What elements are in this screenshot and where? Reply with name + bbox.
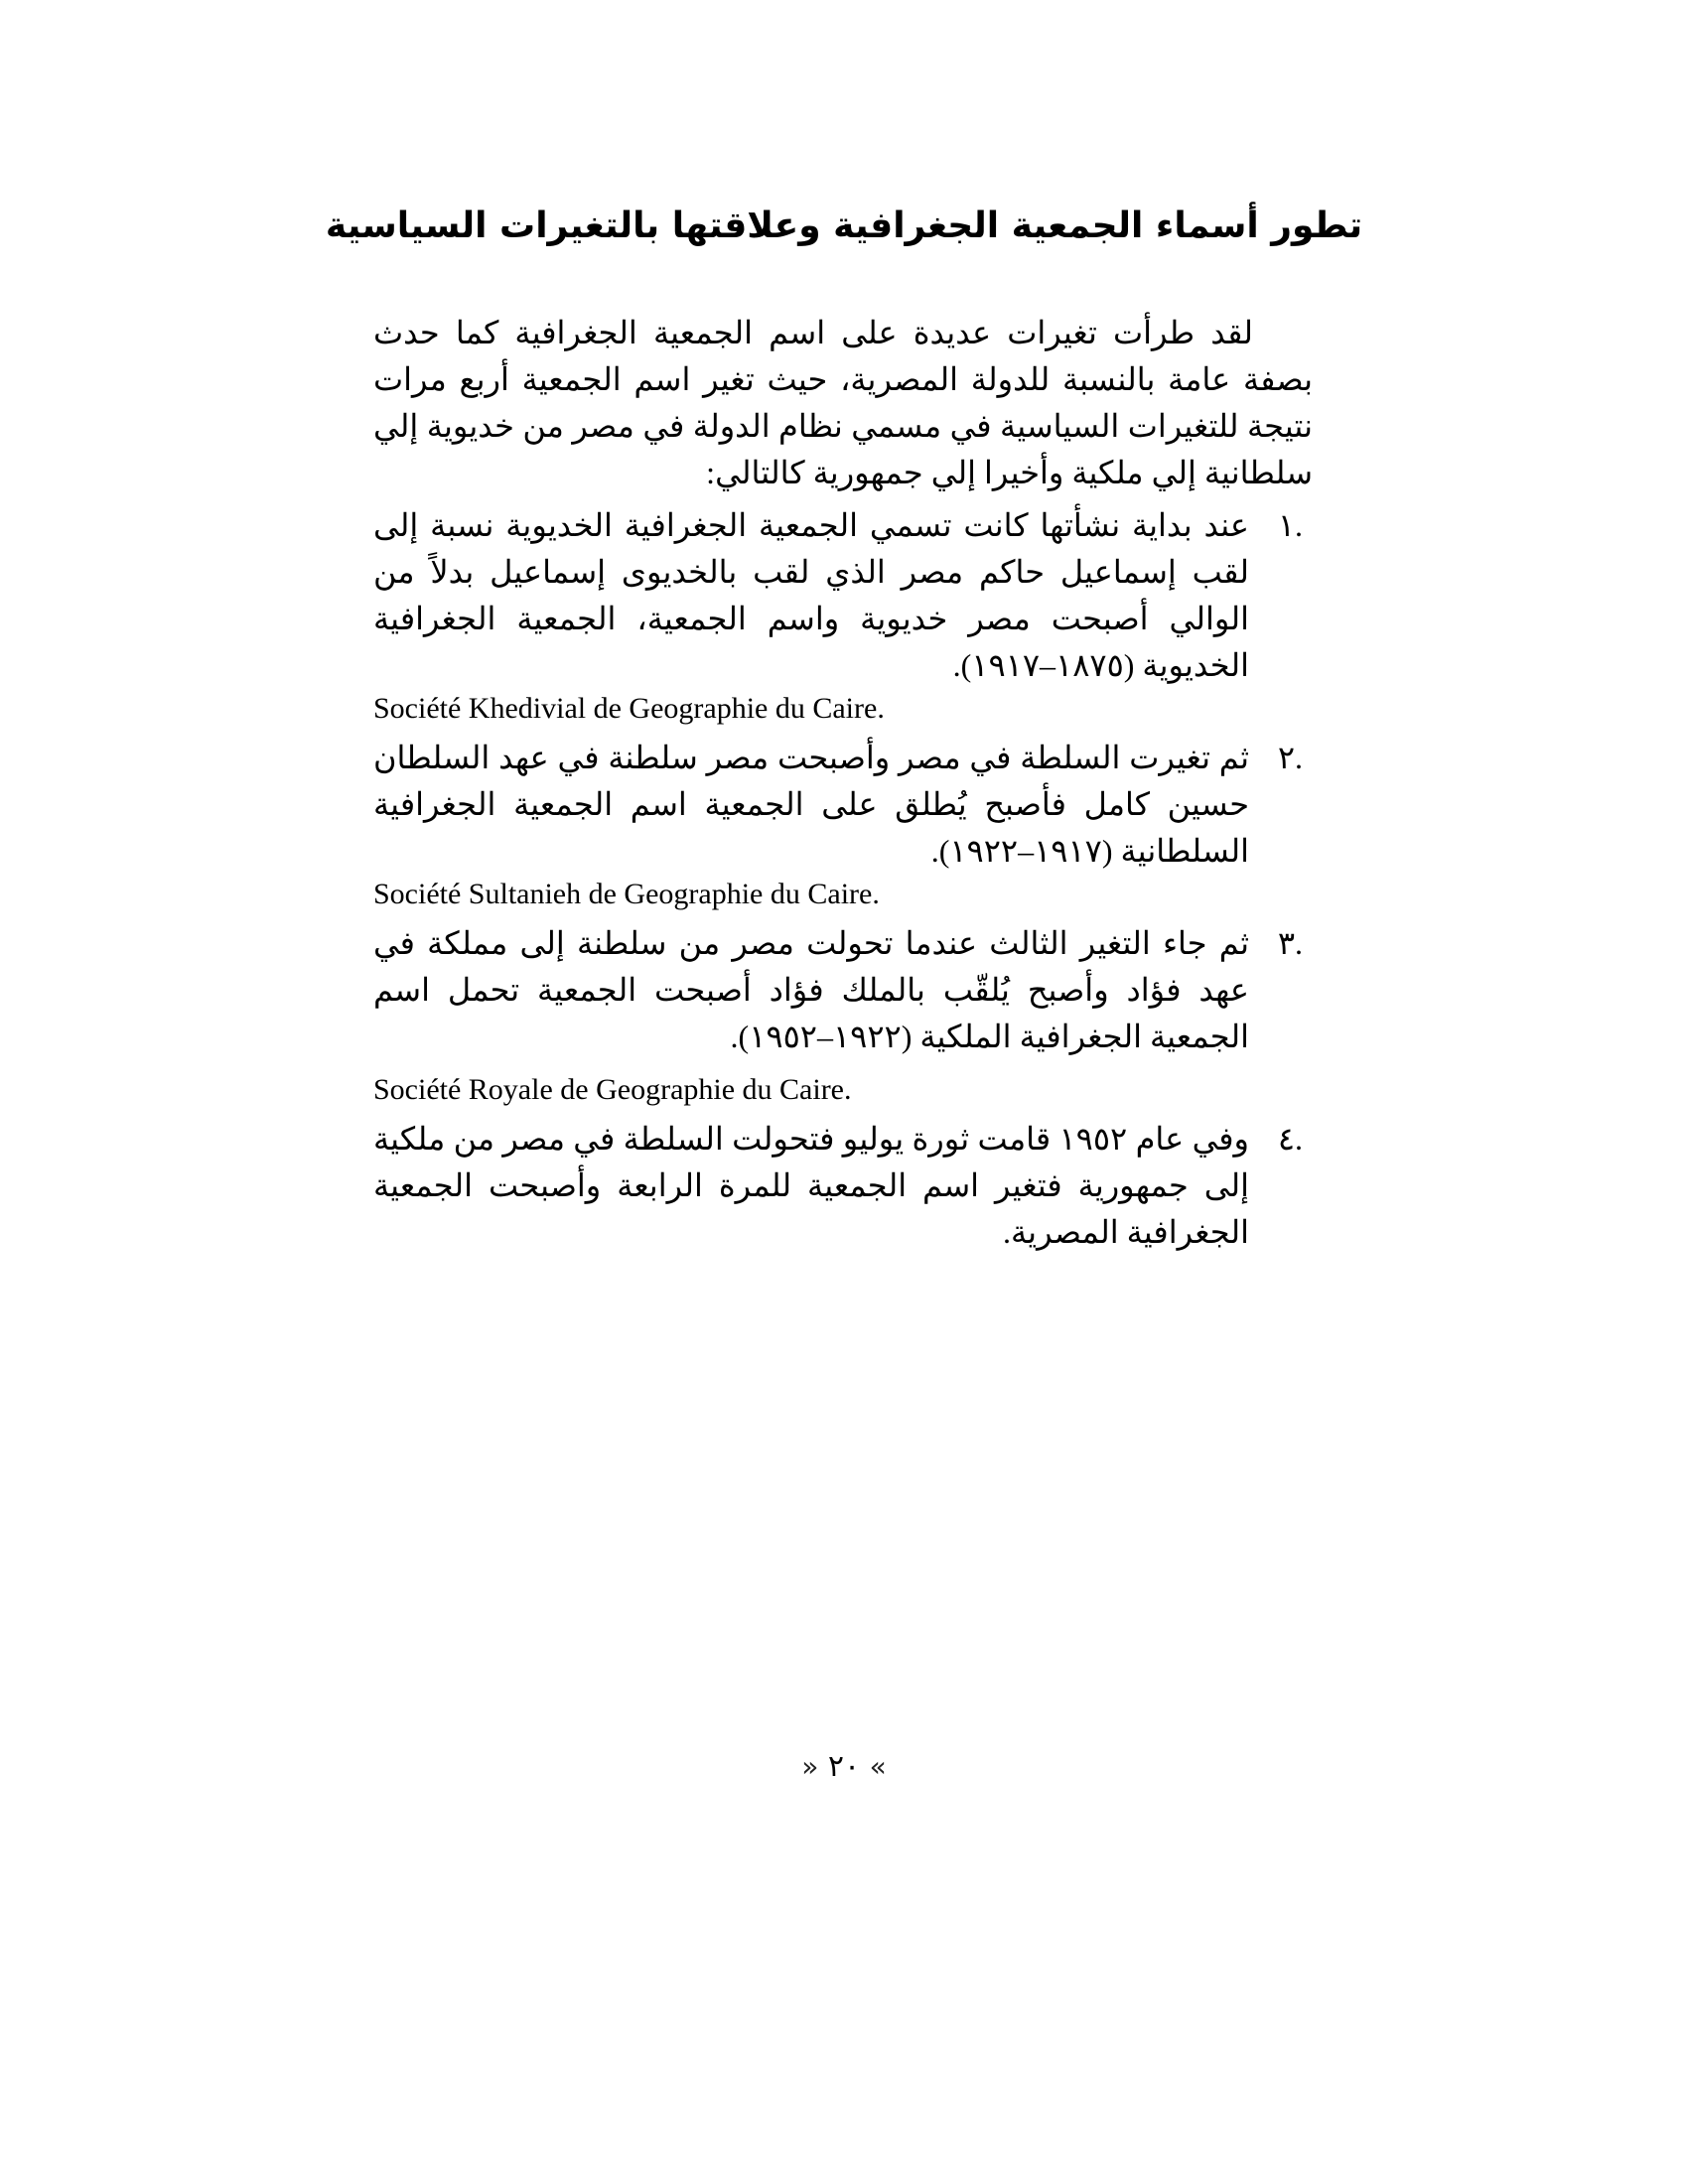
page-number bbox=[0, 1747, 1688, 1787]
list-number: .٣ bbox=[1277, 925, 1303, 961]
french-name-2: Société Sultanieh de Geographie du Caire. bbox=[373, 878, 880, 910]
list-number: .٢ bbox=[1277, 740, 1303, 775]
list-item-text: ثم تغيرت السلطة في مصر وأصبحت مصر سلطنة في عهد السلطان حسين كامل فأصبح يُطلق على الجمعية اسم الجمعية الجغرافية السلطانية (١٩١٧–١٩٢٢). bbox=[373, 740, 1249, 869]
ornament-right-bracket: » bbox=[869, 1750, 887, 1783]
page-title: تطور أسماء الجمعية الجغرافية وعلاقتها بالتغيرات السياسية bbox=[325, 205, 1363, 246]
intro-paragraph: لقد طرأت تغيرات عديدة على اسم الجمعية الجغرافية كما حدث بصفة عامة بالنسبة للدولة المصرية، حيث تغير اسم الجمعية أربع مرات نتيجة للتغيرات السياسية في مسمي نظام الدولة في مصر من خديوية إلي سلطانية إلي ملكية وأخيرا إلي جمهورية كالتالي: bbox=[373, 315, 1313, 490]
french-name-1: Société Khedivial de Geographie du Caire. bbox=[373, 692, 885, 725]
list-item-3 bbox=[373, 920, 1313, 1060]
list-item-4 bbox=[373, 1116, 1313, 1256]
list-number: .١ bbox=[1277, 507, 1303, 543]
french-name-3: Société Royale de Geographie du Caire. bbox=[373, 1073, 852, 1106]
list-item-text: عند بداية نشأتها كانت تسمي الجمعية الجغرافية الخديوية نسبة إلى لقب إسماعيل حاكم مصر الذي لقب بالخديوى إسماعيل بدلاً من الوالي أصبحت مصر خديوية واسم الجمعية، الجمعية الجغرافية الخديوية (١٨٧٥–١٩١٧). bbox=[373, 507, 1250, 683]
document-body bbox=[373, 310, 1313, 1256]
page-number-value: ٢٠ bbox=[827, 1749, 861, 1784]
ornament-left-bracket: « bbox=[801, 1750, 819, 1783]
list-item-1 bbox=[373, 502, 1313, 689]
list-number: .٤ bbox=[1277, 1121, 1303, 1157]
list-item-text: وفي عام ١٩٥٢ قامت ثورة يوليو فتحولت السلطة في مصر من ملكية إلى جمهورية فتغير اسم الجمعية للمرة الرابعة وأصبحت الجمعية الجغرافية المصرية. bbox=[373, 1121, 1250, 1250]
list-item-2 bbox=[373, 735, 1313, 875]
list-item-text: ثم جاء التغير الثالث عندما تحولت مصر من سلطنة إلى مملكة في عهد فؤاد وأصبح يُلقّب بالملك فؤاد أصبحت الجمعية تحمل اسم الجمعية الجغرافية الملكية (١٩٢٢–١٩٥٢). bbox=[373, 925, 1249, 1054]
